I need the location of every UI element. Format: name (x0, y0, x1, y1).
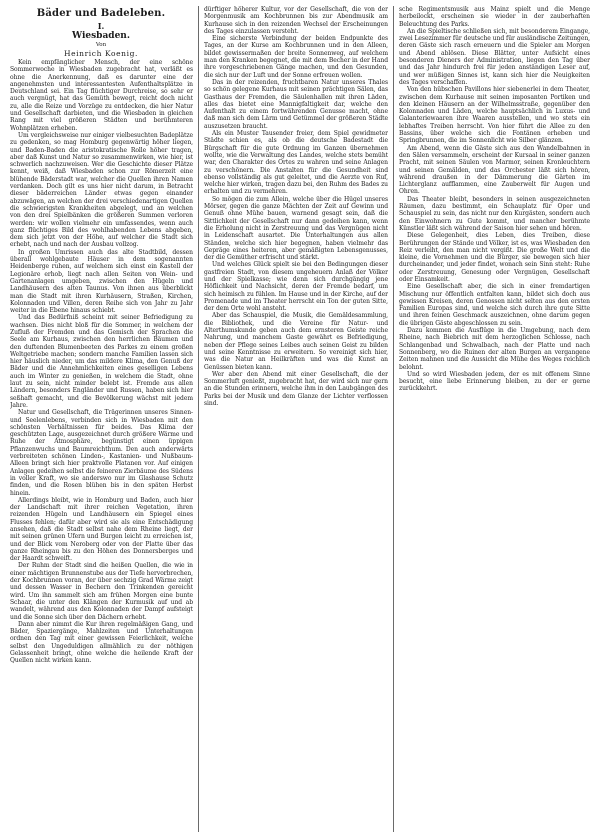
col1-para: Und das Bedürfniß scheint mit seiner Befriedigung zu wachsen. Dies nicht bloß für die Sommer, in welchem der Zufluß der Fremden und das Gemisch der Sprachen die Seele am Kurhaus, zwischen den herrlichen Bäumen und den duftenden Blumenbeeten des Parkes zu einem großen Weltgetriebe machen; sondern manche Familien lassen sich hier häuslich nieder, um das mildere Klima, den Genuß der Bäder und die Annehmlichkeiten eines geselligen Lebens auch im Winter zu genießen, in welchem die Stadt, ohne laut zu sein, nicht minder belebt ist. Fremde aus allen Ländern, besonders Engländer und Russen, haben sich hier seßhaft gemacht, und die Bevölkerung wächst mit jedem Jahre. (10, 314, 193, 409)
column-1 (10, 6, 193, 832)
newspaper-page (10, 6, 590, 832)
col2-para: Als ein Muster Tausender freier, dem Spiel gewidmeter Städte schien es, als ob die deutsche Badestadt die Bürgschaft für die gute Ordnung im Ganzen übernehmen wollte, wie die Verwaltung des Landes, welche stets bemüht war, den Charakter des Ortes zu wahren und seine Anlagen zu verschönern. Die Anstalten für die Gesundheit sind ebenso vollständig als gut geleitet, und die Aerzte von Ruf, welche hier wirken, tragen dazu bei, den Ruhm des Bades zu erhalten und zu vermehren. (204, 130, 388, 196)
article-city: Wiesbaden. (72, 31, 130, 41)
article-title: Bäder und Badeleben. (36, 8, 166, 19)
col2-para: Wer aber den Abend mit einer Gesellschaft, die der Sommerluft genießt, zugebracht hat, der wird sich nur gern an die Stunden erinnern, welche ihm in den Laubgängen des Parks bei der Musik und dem Glanze der Lichter verflossen sind. (204, 370, 388, 408)
column-3 (399, 6, 590, 832)
col3-para: Das Theater bleibt, besonders in seinen ausgezeichneten Räumen, dazu bestimmt, ein Schauplatz für Oper und Schauspiel zu sein, das nicht nur den Kurgästen, sondern auch den Einwohnern zu Gute kommt, und mancher berühmte Künstler läßt sich während der Saison hier sehen und hören. (399, 195, 590, 232)
col1-para: Kein empfänglicher Mensch, der eine schöne Sommerwoche in Wiesbaden zugebracht hat, verläßt es ohne die Anerkennung, daß es darunter eine der angenehmsten und interessantesten Aufenthaltsplätze in Deutschland sei. Ein Tag flüchtiger Durchreise, so sehr er auch vergnügt, hat das Gemüth bewegt, reicht doch nicht zu, alle die Reize und Vorzüge zu entdecken, die hier Natur und Gesellschaft darbieten, und die Wiesbaden in gleichen Rang mit viel größeren Städten und berühmteren Wohnplätzen erheben. (10, 59, 193, 132)
col2-para: Das in der reizenden, fruchtbaren Natur unseres Thales so schön gelegene Kurhaus mit seinen prächtigen Sälen, das Gasthaus der Fremden, die Säulenhallen mit ihren Läden, alles das bietet eine Mannigfaltigkeit dar, welche den Aufenthalt zu einem fortwährenden Genusse macht, ohne daß man sich dem Lärm und Getümmel der größeren Städte auszusetzen braucht. (204, 78, 388, 130)
col1-para: Allerdings bleibt, wie in Homburg und Baden, auch hier der Landschaft mit ihrer reichen Vegetation, ihren reizenden Hügeln und Landhäusern ein Spiegel eines Flusses fehlen; dafür aber wird sie als eine Entschädigung ansehen, daß die Stadt selbst nahe dem Rheine liegt, der mit seinen grünen Ufern und Burgen leicht zu erreichen ist, und der Blick vom Neroberg oder von der Platte über das ganze Rheingau bis zu den Höhen des Donnersberges und der Haardt schweift. (10, 496, 193, 563)
column-2 (204, 6, 388, 832)
col1-para: Um vergleichsweise nur einiger vielbesuchten Badeplätze zu gedenken, so mag Homburg gegenwärtig höher liegen, und Baden-Baden die aristokratische Rolle höher tragen, aber daß Kunst und Natur so zusammenwirken, wie hier, ist schwerlich nachzuweisen. Wer die Geschichte dieser Plätze kennt, weiß, daß Wiesbaden schon zur Römerzeit eine blühende Bäderstadt war, welcher die Quellen ihren Namen verdanken. Doch gilt es uns hier nicht darum, in Betracht dieser bäderreichen Länder etwas gegen einander abzuwägen, an welchen der drei verschiedenartigen Quellen die schwierigsten Krankheiten abgelegt, und an welchen von den drei Spielbänken die größeren Summen verloren werden: wir wollen vielmehr ein umfassendes, wenn auch ganz flüchtiges Bild des wohlhabenden Lebens abgeben, dem sich jetzt von der Höhe, auf welcher die Stadt sich erhebt, nach und nach der Ausbau vollzog. (10, 131, 193, 249)
col3-para: Von den hübschen Pavillons hier siebenerlei in dem Theater, zwischen dem Kurhause mit seinen imposanten Portiken und den kleinen Häusern an der Wilhelmsstraße, gegenüber den Kolonnaden und Läden, welche hauptsächlich in Luxus- und Galanteriewaaren ihre Waaren ausstellen, und wo stets ein lebhaftes Treiben herrscht. Von hier führt die Allee zu den Bassins, über welche sich die Fontänen erheben und Springbrunnen, die im Sonnenlicht wie Silber glänzen. (399, 86, 590, 145)
col1-para: Der Ruhm der Stadt sind die heißen Quellen, die wie in einer mächtigen Brunnenstube aus der Tiefe hervorbrechen, der Kochbrunnen voran, der über sechzig Grad Wärme zeigt und dessen Wasser in Bechern den Trinkenden gereicht wird. Um ihn sammelt sich am frühen Morgen eine bunte Schaar, die unter den Klängen der Kurmusik auf und ab wandelt, während aus den Kolonnaden der Dampf aufsteigt und die Sonne sich über den Dächern erhebt. (10, 562, 193, 621)
column-divider (198, 6, 199, 832)
col2-para: So mögen die zum Allein, welche über die Hügel unseres Mörser, gegen die ganze Mächten der Zeit auf Gewinn und Genuß ohne Mühe bauen, warnend gesagt sein, daß die Sittlichkeit der Gesellschaft nur dann gedeihen kann, wenn die Erholung nicht in Zerstreuung und das Vergnügen nicht in Leidenschaft ausartet. Die Unterhaltungen aus allen Ständen, welche sich hier begegnen, haben vielmehr das Gepräge eines heiteren, aber gemäßigten Lebensgenusses, der die Gemüther erfrischt und stärkt. (204, 195, 388, 262)
col2-para: Und welches Glück spielt sie bei den Bedingungen dieser gastfreien Stadt, von diesem ungeheuern Anlaß der Völker und der Spielkasse; wie denn sich durchgängig jene Höflichkeit und Nachsicht, deren der Fremde bedarf, um sich heimisch zu fühlen. Im Hause und in der Kirche, auf der Promenade und im Theater herrscht ein Ton der guten Sitte, der dem Orte wohl ansteht. (204, 261, 388, 313)
col2-para: Aber das Schauspiel, die Musik, die Gemäldesammlung, die Bibliothek, und die Vereine für Natur- und Alterthumskunde geben auch dem ernsteren Geiste reiche Nahrung, und manchem Gaste gewährt es Befriedigung, neben der Pflege seines Leibes auch seinen Geist zu bilden und seine Kenntnisse zu erweitern. So vereinigt sich hier, was die Natur an Heilkräften und was die Kunst an Genüssen bieten kann. (204, 312, 388, 371)
col2-para: Eine sicherste Verbindung der beiden Endpunkte des Tages, an der Kurse am Kochbrunnen und in den Alleen, bildet gewissermaßen der breite Sonnenweg, auf welchem man den Kranken begegnet, die mit dem Becher in der Hand ihre vorgeschriebenen Gänge machen, und den Gesunden, die sich nur der Luft und der Sonne erfreuen wollen. (204, 35, 388, 79)
col1-para: In großen Umrissen auch das alte Stadtbild, dessen überall wohlgebaute Häuser in dem sogenannten Heidenberge ruhen, auf welchem sich einst ein Kastell der Legionäre erhob, liegt nach allen Seiten von Wein- und Gartenanlagen umgeben, zwischen den Hügeln und Landhäusern des alten Taunus. Von ihnen aus überblickt man die Stadt mit ihren Kurhäusern, Straßen, Kirchen, Kolonnaden und Villen, deren Reihe sich von Jahr zu Jahr weiter in die Ebene hinaus schiebt. (10, 248, 193, 315)
col3-para: Und so wird Wiesbaden jedem, der es mit offenem Sinne besucht, eine liebe Erinnerung bleiben, zu der er gerne zurückkehrt. (399, 370, 590, 393)
col3-para: Am Abend, wenn die Gäste sich aus den Wandelbahnen in den Sälen versammeln, erscheint der Kursaal in seiner ganzen Pracht, mit seinen Säulen von Marmor, seinen Kronleuchtern und seinen Gemälden, und das Orchester läßt sich hören, während draußen in der Dämmerung die Gärten im Lichterglanz aufflammen, eine Zauberwelt für Augen und Ohren. (399, 144, 590, 196)
article-header (8, 6, 194, 59)
col1-para: Dann aber nimmt die Kur ihren regelmäßigen Gang, und Bäder, Spaziergänge, Mahlzeiten und Unterhaltungen ordnen den Tag mit einer gewissen Feierlichkeit, welche selbst den Ungeduldigen allmählich zu der nöthigen Gelassenheit bringt, ohne welche die heilende Kraft der Quellen nicht wirken kann. (10, 620, 193, 665)
col2-para: dürftiger höherer Kultur, vor der Gesellschaft, die von der Morgenmusik am Kochbrunnen bis zur Abendmusik am Kurhause sich in den reizenden Wechsel der Erscheinungen des Tages einzulassen versteht. (204, 6, 388, 35)
col3-para: Dazu kommen die Ausflüge in die Umgebung, nach dem Rheine, nach Biebrich mit dem herzoglichen Schlosse, nach Schlangenbad und Schwalbach, nach der Platte und nach Sonnenberg, wo die Ruinen der alten Burgen an vergangene Zeiten mahnen und die Aussicht die Mühe des Weges reichlich belohnt. (399, 327, 590, 371)
article-number: I. (97, 21, 105, 31)
column-divider (393, 6, 394, 832)
col3-para: Eine Gesellschaft aber, die sich in einer fremdartigen Mischung nur öffentlich entfalten kann, bildet sich doch aus gewissen Kreisen, deren Genossen nicht selten aus den ersten Familien Europas sind, und welche sich durch ihre gute Sitte und ihren feinen Geschmack auszeichnen, ohne darum gegen die übrigen Gäste abgeschlossen zu sein. (399, 283, 590, 327)
col3-para: Diese Gelegenheit, dies Leben, dies Treiben, diese Berührungen der Stände und Völker, ist es, was Wiesbaden den Reiz verleiht, den man nicht vergißt. Die große Welt und die kleine, die Vornehmen und die Bürger, sie bewegen sich hier durcheinander, und jeder findet, wonach sein Sinn steht: Ruhe oder Zerstreuung, Genesung oder Vergnügen, Gesellschaft oder Einsamkeit. (399, 232, 590, 283)
col3-para: An die Spieltische schließen sich, mit besonderem Eingange, zwei Lesezimmer für deutsche und für ausländische Zeitungen, deren Gäste sich rasch erneuern und die Spieler am Morgen und Abend ablösen. Diese Blätter, unter Aufsicht eines besonderen Dieners der Administration, liegen den Tag über und das Jahr hindurch frei für jeden anständigen Leser auf, und wer müßigen Sinnes ist, kann sich hier die Neuigkeiten des Tages verschaffen. (399, 27, 590, 86)
article-author: Heinrich Koenig. (64, 49, 138, 58)
article-byline: Von (95, 42, 107, 48)
col3-para: sche Regimentsmusik aus Mainz spielt und die Menge herbeilockt, erscheinen sie wieder in der zauberhaften Beleuchtung des Parks. (399, 6, 590, 28)
col1-para: Natur und Gesellschaft, die Trägerinnen unseres Sinnen- und Seelenlebens, verbinden sich in Wiesbaden mit den schönsten Verhältnissen für beides. Das Klima der geschützten Lage, ausgezeichnet durch größere Wärme und Ruhe der Atmosphäre, begünstigt einen üppigen Pflanzenwuchs und Baumreichthum. Den auch anderwärts verbreiteten schönen Linden-, Kastanien- und Nußbaum-Alleen bringt sich hier praktvolle Platanen vor. Auf einigen Anlagen gedeihen selbst die feineren Zierbäume des Südens in voller Kraft, wo sie anderswo nur im Glashause Schutz finden, und die Rosen blühen bis in den späten Herbst hinein. (10, 409, 193, 497)
